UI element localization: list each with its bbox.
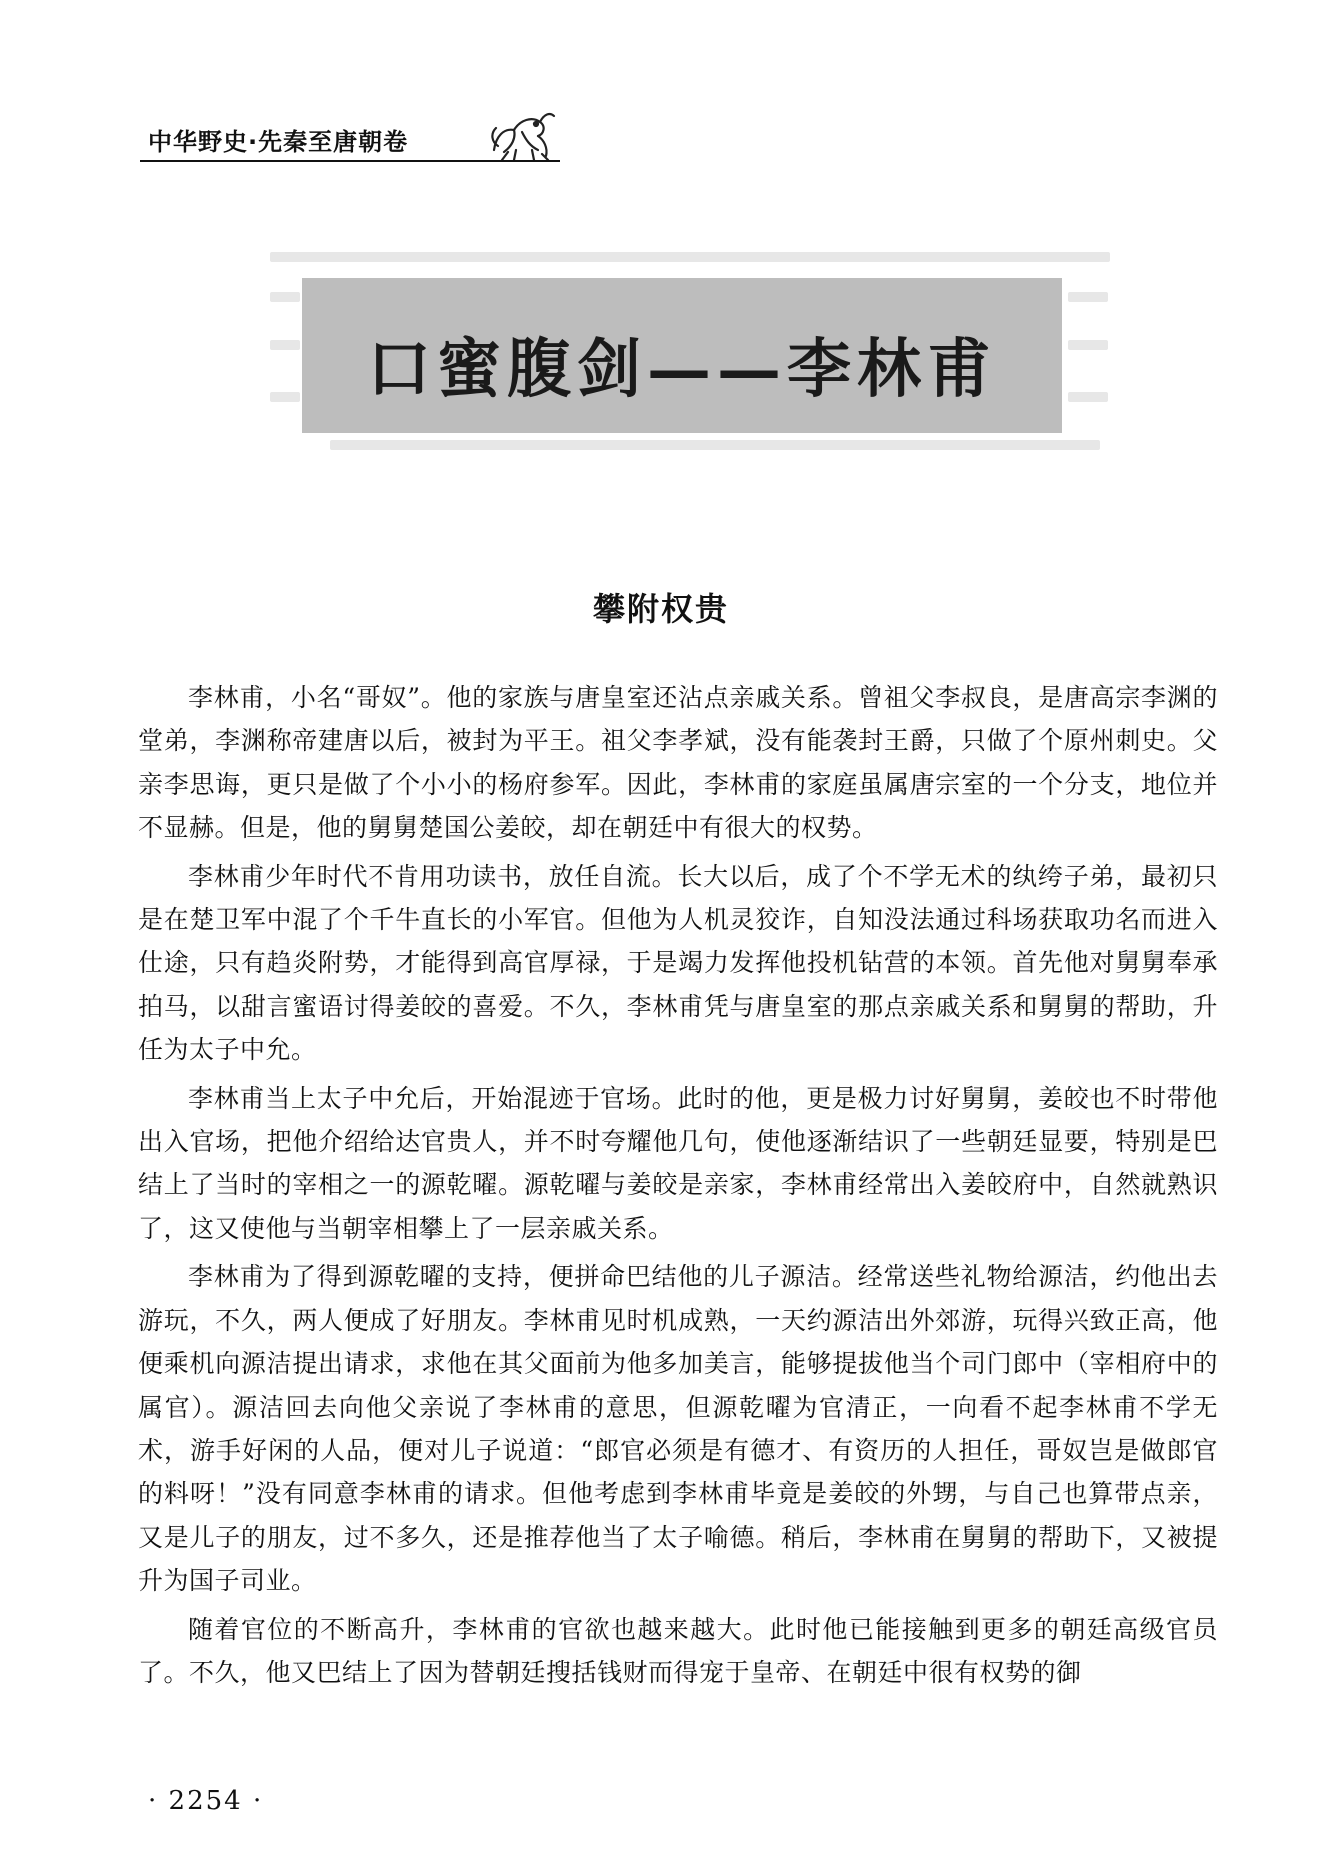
show-through-line — [330, 440, 1100, 450]
chapter-title: 口蜜腹剑——李林甫 — [367, 332, 997, 407]
running-header — [140, 104, 560, 174]
section-heading: 攀附权贵 — [592, 590, 729, 628]
paragraph: 李林甫少年时代不肯用功读书，放任自流。长大以后，成了个不学无术的纨绔子弟，最初只是在楚卫军中混了个千牛直长的小军官。但他为人机灵狡诈，自知没法通过科场获取功名而进入仕途，只有趋炎附势，才能得到高官厚禄，于是竭力发挥他投机钻营的本领。首先他对舅舅奉承拍马，以甜言蜜语讨得姜皎的喜爱。不久，李林甫凭与唐皇室的那点亲戚关系和舅舅的帮助，升任为太子中允。 — [138, 861, 1218, 1065]
page-number: · 2254 · — [148, 1786, 264, 1816]
mythical-beast-icon — [486, 106, 558, 164]
paragraph: 李林甫当上太子中允后，开始混迹于官场。此时的他，更是极力讨好舅舅，姜皎也不时带他出入官场，把他介绍给达官贵人，并不时夸耀他几句，使他逐渐结识了一些朝廷显要，特别是巴结上了当时的宰相之一的源乾曜。源乾曜与姜皎是亲家，李林甫经常出入姜皎府中，自然就熟识了，这又使他与当朝宰相攀上了一层亲戚关系。 — [138, 1083, 1218, 1243]
paragraph: 李林甫为了得到源乾曜的支持，便拼命巴结他的儿子源洁。经常送些礼物给源洁，约他出去游玩，不久，两人便成了好朋友。李林甫见时机成熟，一天约源洁出外郊游，玩得兴致正高，他便乘机向源洁提出请求，求他在其父面前为他多加美言，能够提拔他当个司门郎中（宰相府中的属官）。源洁回去向他父亲说了李林甫的意思，但源乾曜为官清正，一向看不起李林甫不学无术，游手好闲的人品，便对儿子说道：“郎官必须是有德才、有资历的人担任，哥奴岂是做郎官的料呀！”没有同意李林甫的请求。但他考虑到李林甫毕竟是姜皎的外甥，与自己也算带点亲，又是儿子的朋友，过不多久，还是推荐他当了太子喻德。稍后，李林甫在舅舅的帮助下，又被提升为国子司业。 — [138, 1262, 1218, 1596]
running-title: 中华野史·先秦至唐朝卷 — [148, 128, 409, 156]
show-through-line — [270, 292, 300, 302]
show-through-line — [1068, 392, 1108, 402]
show-through-line — [1068, 292, 1108, 302]
show-through-line — [1068, 340, 1108, 350]
show-through-line — [270, 340, 300, 350]
paragraph: 李林甫，小名“哥奴”。他的家族与唐皇室还沾点亲戚关系。曾祖父李叔良，是唐高宗李渊的堂弟，李渊称帝建唐以后，被封为平王。祖父李孝斌，没有能袭封王爵，只做了个原州刺史。父亲李思诲，更只是做了个小小的杨府参军。因此，李林甫的家庭虽属唐宗室的一个分支，地位并不显赫。但是，他的舅舅楚国公姜皎，却在朝廷中有很大的权势。 — [138, 683, 1218, 843]
header-rule — [140, 160, 560, 162]
body-text — [138, 676, 1218, 1699]
chapter-title-banner — [302, 278, 1062, 433]
show-through-line — [270, 252, 1110, 262]
show-through-line — [270, 392, 300, 402]
paragraph: 随着官位的不断高升，李林甫的官欲也越来越大。此时他已能接触到更多的朝廷高级官员了。不久，他又巴结上了因为替朝廷搜括钱财而得宠于皇帝、在朝廷中很有权势的御 — [138, 1614, 1218, 1687]
